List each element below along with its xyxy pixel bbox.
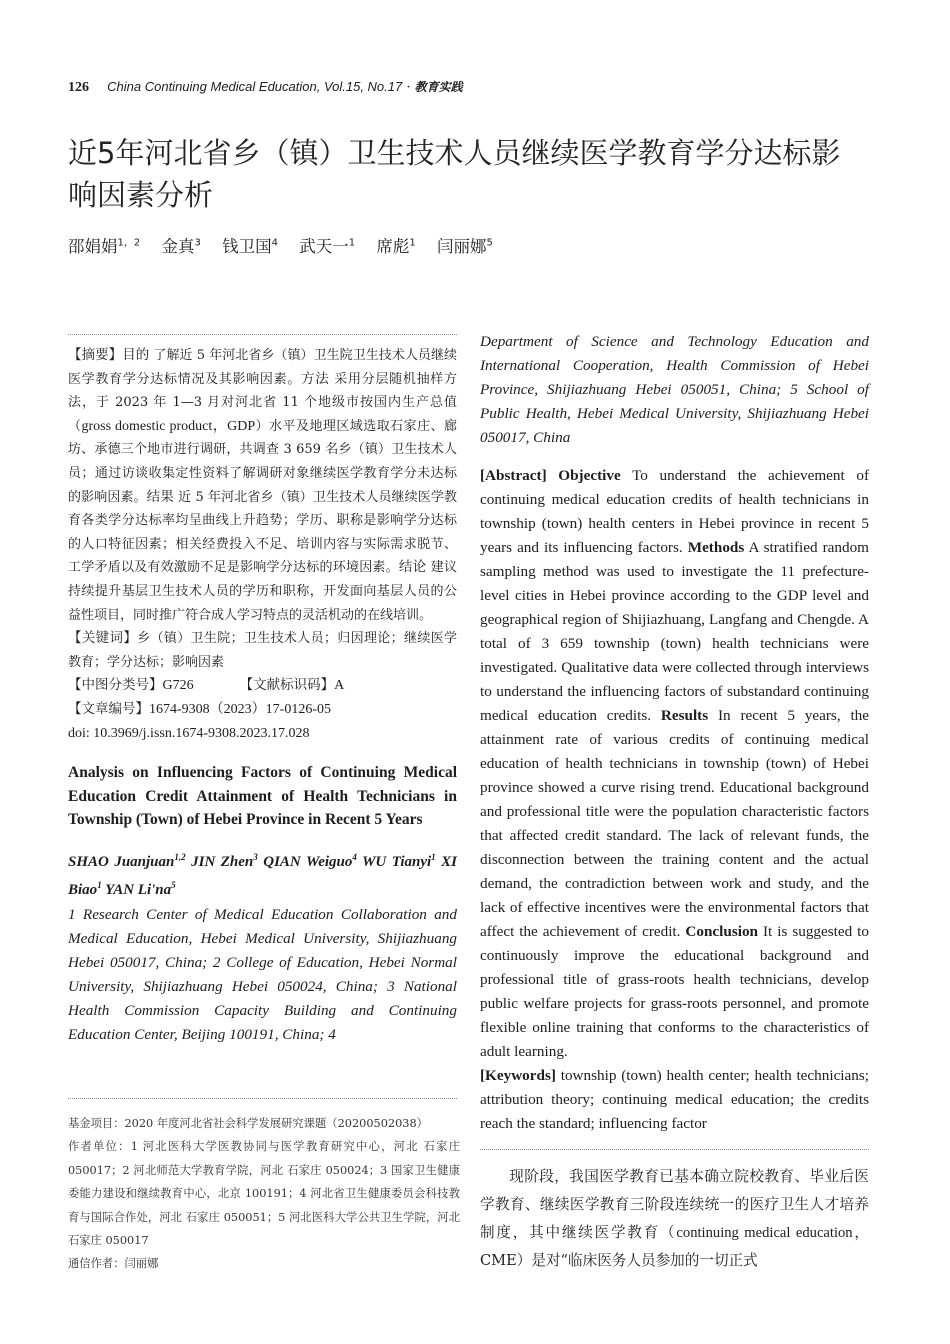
objective-label: Objective	[558, 467, 621, 484]
header-separator: ·	[402, 80, 415, 95]
english-abstract	[480, 330, 869, 1136]
page-number: 126	[68, 80, 89, 95]
author-list	[68, 233, 509, 257]
journal-name: China Continuing Medical Education, Vol.15, No.17	[107, 79, 403, 94]
running-header	[68, 78, 463, 96]
affiliations-part-1: 1 Research Center of Medical Education Collaboration and Medical Education, Hebei Medical University, Shijiazhuang Hebei 050017, China; 2 College of Education, Hebei Normal University, Shijiazhuang Hebei 050024, China; 3 National Health Commission Capacity Building and Continuing Education Center, Beijing 100191, China; 4	[68, 906, 457, 1044]
cn-abstract-body: 【摘要】目的 了解近 5 年河北省乡（镇）卫生院卫生技术人员继续医学教育学分达标情况及其影响因素。方法 采用分层随机抽样方法，于 2023 年 1—3 月对河北省 11 个地级市按国内生产总值（gross domestic product，GDP）水平及地理区域选取石家庄、廊坊、承德三个地市进行调研，共调查 3 659 名乡（镇）卫生技术人员；通过访谈收集定性资料了解调研对象继续医学教育学分未达标的影响因素。结果 近 5 年河北省乡（镇）卫生技术人员继续医学教育各类学分达标率均呈曲线上升趋势；学历、职称是影响学分达标的人口特征因素；相关经费投入不足、培训内容与实际需求脱节、工学矛盾以及有效激励不足是影响学分达标的环境因素。结论 建议持续提升基层卫生技术人员的学历和职称，开发面向基层人员的公益性项目，同时推广符合成人学习特点的灵活机动的在线培训。	[68, 347, 458, 623]
abstract-label: [Abstract]	[480, 467, 547, 484]
objective-label: 目的	[122, 347, 150, 363]
results-label: 结果	[146, 488, 174, 505]
author: 钱卫国$^4$	[222, 237, 278, 256]
author: 邵娟娟$^{1,2}$	[68, 237, 141, 256]
fund-note: 基金项目：2020 年度河北省社会科学发展研究课题（20200502038）	[68, 1117, 428, 1130]
divider	[480, 1149, 869, 1150]
affiliations-part-2: Department of Science and Technology Education and International Cooperation, Health Commission of Hebei Province, Shijiazhuang Hebei 050051, China; 5 School of Public Health, Hebei Medical University, Shijiazhuang Hebei 050017, China	[480, 333, 869, 446]
author: 闫丽娜$^5$	[436, 237, 493, 256]
methods-label: 方法	[301, 370, 330, 387]
intro-paragraph: 现阶段，我国医学教育已基本确立院校教育、毕业后医学教育、继续医学教育三阶段连续统一的医疗卫生人才培养制度，其中继续医学教育（continuing medical education，CME）是对“临床医务人员参加的一切正式	[480, 1168, 869, 1269]
divider	[68, 1098, 457, 1099]
corresponding-author: 通信作者：闫丽娜	[68, 1257, 159, 1271]
author-affiliations-note: 作者单位：1 河北医科大学医教协同与医学教育研究中心，河北 石家庄 050017；2 河北师范大学教育学院，河北 石家庄 050024；3 国家卫生健康委能力建设和继续教育中心，北京 100191；4 河北省卫生健康委员会科技教育与国际合作处，河北 石家庄 050051；5 河北医科大学公共卫生学院，河北 石家庄 050017	[68, 1140, 460, 1248]
en-keywords: [Keywords] township (town) health center; health technicians; attribution theory; continuing medical education; the credits reach the standard; influencing factor	[480, 1067, 869, 1132]
classification-line: 【中图分类号】G726 【文献标识码】A	[68, 677, 345, 694]
author: 席彪$^1$	[376, 237, 416, 256]
article-number-line: 【文章编号】1674-9308（2023）17-0126-05	[68, 700, 331, 717]
footnote	[68, 1112, 460, 1276]
author: 金真$^3$	[161, 237, 201, 256]
chinese-abstract	[68, 344, 457, 1047]
section-name: 教育实践	[414, 80, 463, 94]
english-author-list: SHAO Juanjuan$^{1,2}$ JIN Zhen$^3$ QIAN Weiguo$^4$ WU Tianyi$^1$ XI Biao$^1$ YAN $Li'na^5$	[68, 851, 457, 899]
en-abstract-body: [Abstract] Objective To understand the achievement of continuing medical education credits of health technicians in township (town) health centers in Hebei province in recent 5 years and its influencing factors. Methods A stratified random sampling method was used to investigate the 11 prefecture-level cities in Hebei province according to the GDP level and geographical region of Shijiazhuang, Langfang and Chengde. A total of 3 659 township (town) health technicians were investigated. Qualitative data were collected through interviews to understand the influencing factors of substandard continuing medical education credits. Results In recent 5 years, the attainment rate of various credits of continuing medical education of health technicians in township (town) of Hebei province showed a curve rising trend. Educational background and professional title were the population characteristic factors that affected credit standard. The lack of relevant funds, the disconnection between the training content and the actual demand, the contradiction between work and study, and the lack of effective incentives were the environmental factors that affect the achievement of credit. Conclusion It is suggested to continuously improve the educational background and professional title of grass-roots health technicians, develop public welfare projects for grass-roots personnel, and promote flexible online training that conforms to the characteristics of adult learning.	[480, 467, 870, 1060]
article-title: 近5年河北省乡（镇）卫生技术人员继续医学教育学分达标影响因素分析	[68, 136, 841, 212]
conclusion-label: Conclusion	[685, 923, 759, 940]
results-label: Results	[660, 707, 709, 724]
divider	[68, 334, 457, 335]
conclusion-label: 结论	[398, 559, 427, 576]
author: 武天一$^1$	[299, 237, 356, 256]
doi: doi: 10.3969/j.issn.1674-9308.2023.17.028	[68, 725, 310, 741]
abstract-label: 【摘要】	[68, 347, 123, 363]
methods-label: Methods	[687, 539, 745, 556]
english-title: Analysis on Influencing Factors of Continuing Medical Education Credit Attainment of Health Technicians in Township (Town) of Hebei Province in Recent 5 Years	[68, 764, 457, 829]
cn-keywords: 【关键词】乡（镇）卫生院；卫生技术人员；归因理论；继续医学教育；学分达标；影响因素	[68, 630, 457, 670]
